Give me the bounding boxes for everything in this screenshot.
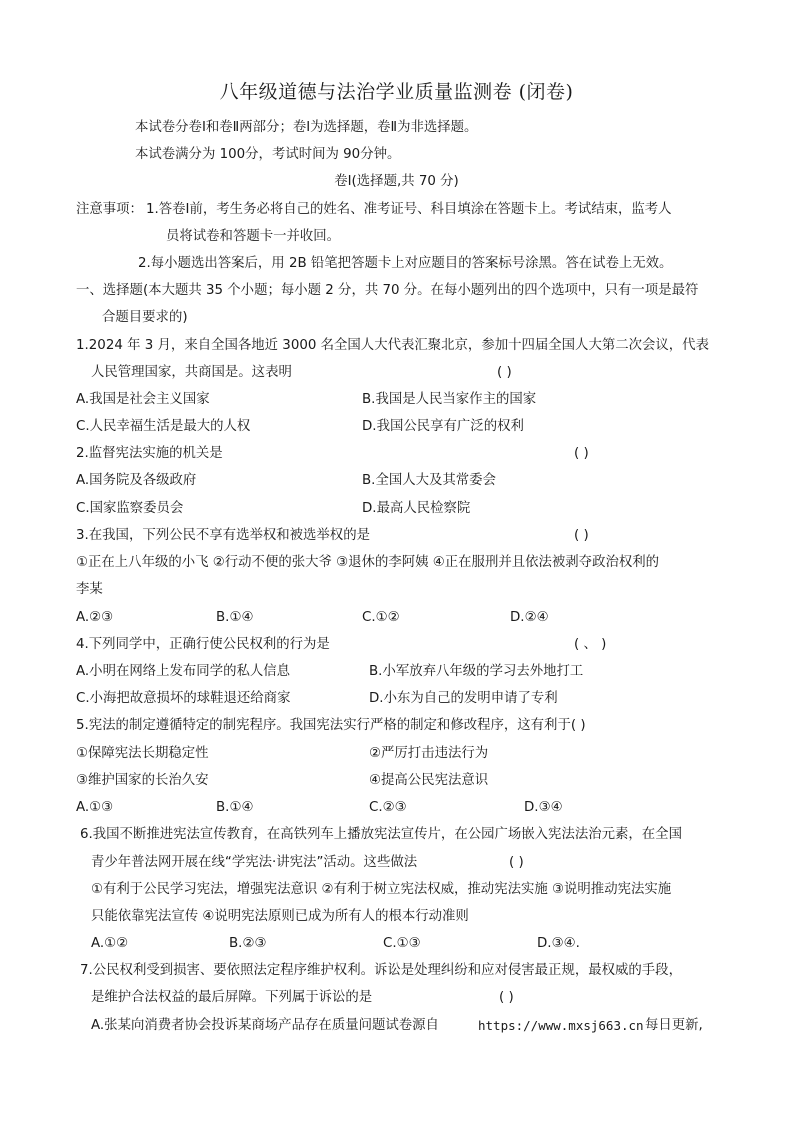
q6-option-b: B.②③ — [229, 936, 267, 951]
q1-stem-line-2: 人民管理国家，共商国是。这表明 — [91, 365, 292, 380]
part1-instructions-line-1: 一、选择题(本大题共 35 个小题；每小题 2 分，共 70 分。在每小题列出的四个选项中，只有一项是最符 — [76, 283, 699, 298]
q3-option-a: A.②③ — [76, 610, 114, 625]
q7-stem-line-2: 是维护合法权益的最后屏障。下列属于诉讼的是 — [91, 990, 373, 1005]
q5-option-c: C.②③ — [369, 800, 407, 815]
q5-option-d: D.③④ — [524, 800, 563, 815]
q1-option-c: C.人民幸福生活是最大的人权 — [76, 419, 251, 434]
q7-option-a: A.张某向消费者协会投诉某商场产品存在质量问题试卷源自 — [91, 1018, 439, 1033]
q3-option-d: D.②④ — [510, 610, 549, 625]
q7-option-a-tail: 每日更新, — [645, 1018, 703, 1033]
q3-items-line-2: 李某 — [76, 582, 103, 597]
q6-option-d: D.③④. — [537, 936, 580, 951]
note-1-line-1: 1.答卷Ⅰ前，考生务必将自己的姓名、准考证号、科目填涂在答题卡上。考试结束，监考人 — [146, 202, 672, 217]
q3-option-b: B.①④ — [216, 610, 254, 625]
note-1-line-2: 员将试卷和答题卡一并收回。 — [166, 229, 341, 244]
q2-stem: 2.监督宪法实施的机关是 — [76, 446, 223, 461]
q4-option-b: B.小军放弃八年级的学习去外地打工 — [369, 664, 584, 679]
q2-option-d: D.最高人民检察院 — [362, 501, 471, 516]
q2-option-b: B.全国人大及其常委会 — [362, 473, 496, 488]
q4-option-c: C.小海把故意损坏的球鞋退还给商家 — [76, 691, 291, 706]
q6-answer-bracket: ( ) — [509, 855, 524, 870]
q3-items-line-1: ①正在上八年级的小飞 ②行动不便的张大爷 ③退休的李阿姨 ④正在服刑并且依法被剥夺政治权利的 — [76, 555, 660, 570]
q6-items-line-2: 只能依靠宪法宣传 ④说明宪法原则已成为所有人的根本行动准则 — [91, 909, 469, 924]
q6-option-a: A.①② — [91, 936, 129, 951]
q6-items-line-1: ①有利于公民学习宪法，增强宪法意识 ②有利于树立宪法权威，推动宪法实施 ③说明推动宪法实施 — [91, 882, 672, 897]
part1-instructions-line-2: 合题目要求的) — [102, 310, 188, 325]
q6-stem-line-2: 青少年普法网开展在线“学宪法·讲宪法”活动。这些做法 — [91, 855, 418, 870]
q1-stem-line-1: 1.2024 年 3 月，来自全国各地近 3000 名全国人大代表汇聚北京，参加十四届全国人大第二次会议，代表 — [76, 338, 709, 353]
q1-option-a: A.我国是社会主义国家 — [76, 392, 210, 407]
q1-answer-bracket: ( ) — [497, 365, 512, 380]
q6-option-c: C.①③ — [383, 936, 421, 951]
intro-line-2: 本试卷满分为 100分，考试时间为 90分钟。 — [135, 147, 401, 162]
q3-stem: 3.在我国，下列公民不享有选举权和被选举权的是 — [76, 528, 370, 543]
exam-title: 八年级道德与法治学业质量监测卷 (闭卷) — [219, 81, 574, 103]
q4-option-a: A.小明在网络上发布同学的私人信息 — [76, 664, 291, 679]
section1-heading: 卷Ⅰ(选择题,共 70 分) — [334, 174, 459, 189]
intro-line-1: 本试卷分卷Ⅰ和卷Ⅱ两部分；卷Ⅰ为选择题，卷Ⅱ为非选择题。 — [135, 120, 478, 135]
q7-stem-line-1: 7.公民权利受到损害、要依照法定程序维护权利。诉讼是处理纠纷和应对侵害最正规，最权威的手段， — [80, 963, 682, 978]
q5-item-1: ①保障宪法长期稳定性 — [76, 746, 209, 761]
q1-option-d: D.我国公民享有广泛的权利 — [362, 419, 524, 434]
q4-option-d: D.小东为自己的发明申请了专利 — [369, 691, 558, 706]
q1-option-b: B.我国是人民当家作主的国家 — [362, 392, 537, 407]
q5-option-b: B.①④ — [216, 800, 254, 815]
note-2: 2.每小题选出答案后，用 2B 铅笔把答题卡上对应题目的答案标号涂黑。答在试卷上无效。 — [138, 256, 673, 271]
q3-answer-bracket: ( ) — [574, 528, 589, 543]
q5-item-4: ④提高公民宪法意识 — [369, 773, 489, 788]
q2-answer-bracket: ( ) — [574, 446, 589, 461]
q5-option-a: A.①③ — [76, 800, 114, 815]
source-url-link[interactable]: https://www.mxsj663.cn — [478, 1018, 644, 1033]
q4-answer-bracket: ( 、 ) — [574, 637, 607, 652]
q2-option-a: A.国务院及各级政府 — [76, 473, 197, 488]
q6-stem-line-1: 6.我国不断推进宪法宣传教育，在高铁列车上播放宪法宣传片，在公园广场嵌入宪法法治元素，在全国 — [80, 827, 682, 842]
q7-answer-bracket: ( ) — [499, 990, 514, 1005]
q2-option-c: C.国家监察委员会 — [76, 501, 184, 516]
q5-item-2: ②严厉打击违法行为 — [369, 746, 489, 761]
q5-item-3: ③维护国家的长治久安 — [76, 773, 209, 788]
q4-stem: 4.下列同学中，正确行使公民权利的行为是 — [76, 637, 330, 652]
q3-option-c: C.①② — [362, 610, 400, 625]
q5-stem: 5.宪法的制定遵循特定的制宪程序。我国宪法实行严格的制定和修改程序，这有利于( ) — [76, 718, 586, 733]
notes-label: 注意事项： — [76, 202, 143, 217]
